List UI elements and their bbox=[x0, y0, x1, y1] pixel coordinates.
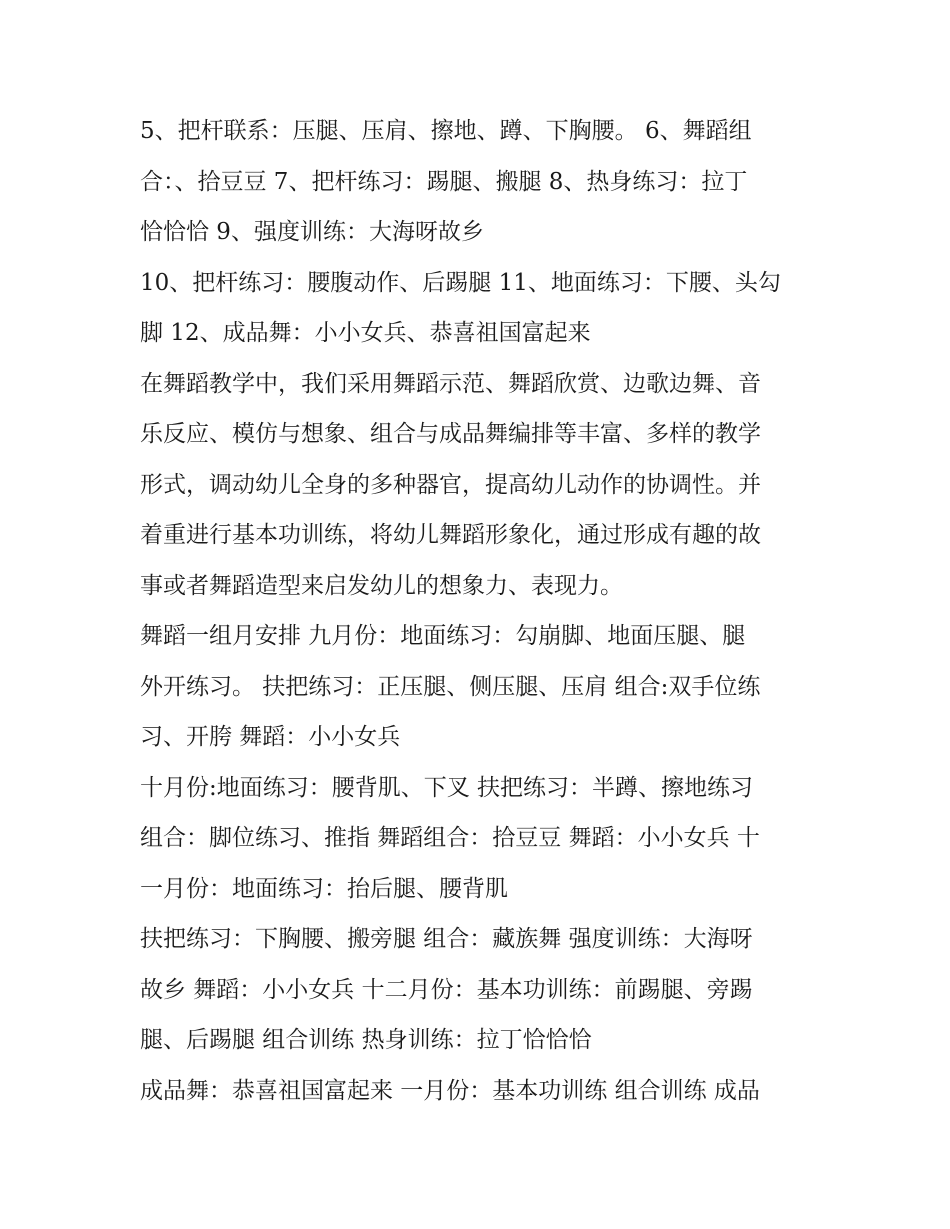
text-line: 5、把杆联系：压腿、压肩、擦地、蹲、下胸腰。 6、舞蹈组 bbox=[140, 118, 752, 144]
text-line: 舞蹈一组月安排 九月份：地面练习：勾崩脚、地面压腿、腿 bbox=[140, 623, 746, 649]
text-line: 事或者舞蹈造型来启发幼儿的想象力、表现力。 bbox=[140, 572, 623, 599]
text-line: 扶把练习：下胸腰、搬旁腿 组合：藏族舞 强度训练：大海呀 bbox=[140, 926, 753, 952]
text-line: 腿、后踢腿 组合训练 热身训练：拉丁恰恰恰 bbox=[140, 1027, 592, 1053]
document-body bbox=[140, 106, 820, 1116]
text-line: 10、把杆练习：腰腹动作、后踢腿 11、地面练习：下腰、头勾 bbox=[140, 269, 781, 296]
text-line: 脚 12、成品舞：小小女兵、恭喜祖国富起来 bbox=[140, 320, 591, 346]
text-line: 成品舞：恭喜祖国富起来 一月份：基本功训练 组合训练 成品 bbox=[140, 1077, 760, 1104]
text-line: 着重进行基本功训练，将幼儿舞蹈形象化，通过形成有趣的故 bbox=[140, 522, 761, 548]
text-line: 乐反应、模仿与想象、组合与成品舞编排等丰富、多样的教学 bbox=[140, 421, 761, 447]
text-line: 外开练习。 扶把练习：正压腿、侧压腿、压肩 组合:双手位练 bbox=[140, 673, 761, 700]
text-line: 故乡 舞蹈：小小女兵 十二月份：基本功训练：前踢腿、旁踢 bbox=[140, 976, 753, 1003]
text-line: 组合：脚位练习、推指 舞蹈组合：拾豆豆 舞蹈：小小女兵 十 bbox=[140, 825, 760, 851]
text-line: 形式，调动幼儿全身的多种器官，提高幼儿动作的协调性。并 bbox=[140, 471, 761, 498]
text-line: 恰恰恰 9、强度训练：大海呀故乡 bbox=[140, 219, 484, 245]
text-line: 一月份：地面练习：抬后腿、腰背肌 bbox=[140, 875, 508, 902]
text-line: 习、开胯 舞蹈：小小女兵 bbox=[140, 724, 401, 750]
text-line: 十月份:地面练习：腰背肌、下叉 扶把练习：半蹲、擦地练习 bbox=[140, 774, 754, 801]
text-line: 在舞蹈教学中，我们采用舞蹈示范、舞蹈欣赏、边歌边舞、音 bbox=[140, 370, 761, 397]
text-line: 合：、拾豆豆 7、把杆练习：踢腿、搬腿 8、热身练习：拉丁 bbox=[140, 168, 748, 195]
